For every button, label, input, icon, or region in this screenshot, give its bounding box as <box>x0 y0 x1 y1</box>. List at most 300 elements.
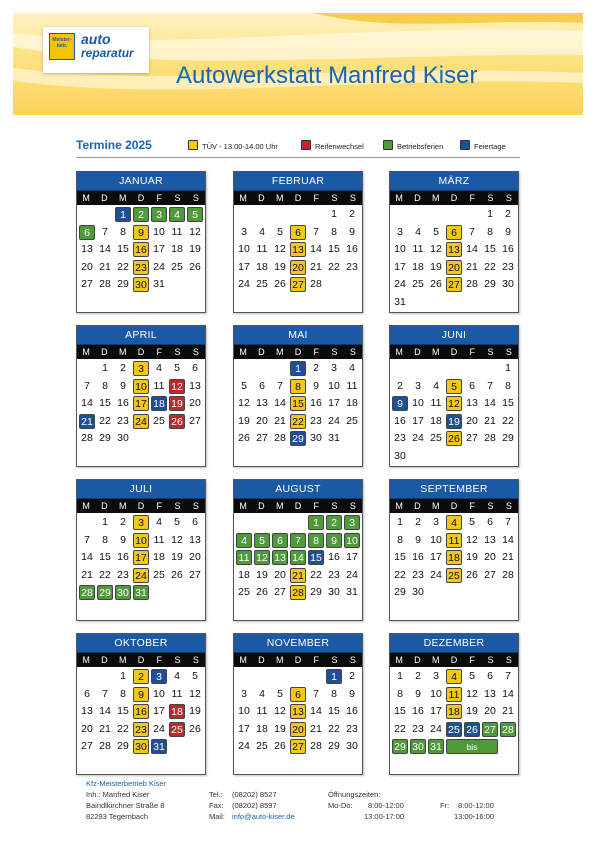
weekday-label: M <box>395 193 403 203</box>
legend-swatch <box>460 140 470 150</box>
weekday-label: F <box>156 655 163 665</box>
day-cell: 19 <box>238 414 250 427</box>
day-cell: 30 <box>412 586 424 598</box>
day-cell-ferien: 12 <box>254 550 270 565</box>
day-cell: 19 <box>466 705 478 717</box>
day-cell: 8 <box>102 533 108 546</box>
day-cell: 5 <box>174 516 180 528</box>
weekday-label: F <box>469 193 476 203</box>
day-cell-feiertag: 25 <box>446 722 462 737</box>
legend-item-reifenwechsel: Reifenwechsel <box>301 140 364 151</box>
day-cell-tuev: 18 <box>446 704 462 719</box>
month-oktober <box>76 633 206 775</box>
day-cell: 8 <box>331 225 337 238</box>
day-cell-ferien: 29 <box>97 585 113 600</box>
month-title: DEZEMBER <box>390 634 518 653</box>
day-cell: 8 <box>397 687 403 700</box>
day-cell-ferien: 28 <box>500 722 516 737</box>
day-cell: 20 <box>484 551 496 563</box>
day-cell: 16 <box>310 397 322 409</box>
day-cell-ferien: 9 <box>326 533 342 548</box>
day-cell: 4 <box>259 225 265 238</box>
day-cell-tuev: 17 <box>133 550 149 565</box>
day-cell: 26 <box>256 586 268 598</box>
weekday-label: M <box>118 655 127 665</box>
day-cell: 10 <box>328 379 340 392</box>
day-cell: 11 <box>171 687 183 700</box>
day-cell: 16 <box>502 243 514 255</box>
day-cell: 30 <box>502 278 514 290</box>
day-cell: 8 <box>331 687 337 700</box>
day-cell: 29 <box>99 432 111 444</box>
day-cell: 1 <box>397 516 403 528</box>
day-cell-tuev: 27 <box>290 739 306 754</box>
day-grid <box>390 513 518 602</box>
day-cell-ferien: 30 <box>115 585 131 600</box>
weekday-label: D <box>101 655 108 665</box>
day-cell: 17 <box>394 260 406 273</box>
day-cell: 23 <box>310 414 322 427</box>
day-cell: 27 <box>81 740 93 752</box>
day-cell: 2 <box>505 208 511 220</box>
day-cell-tuev: 24 <box>133 568 149 583</box>
month-title: JUNI <box>390 326 518 345</box>
day-cell: 30 <box>346 740 358 752</box>
day-cell: 21 <box>310 722 322 735</box>
day-cell: 17 <box>412 414 424 427</box>
day-grid <box>234 205 362 294</box>
month-title: OKTOBER <box>77 634 205 653</box>
weekday-label: F <box>156 347 163 357</box>
day-cell: 15 <box>328 705 340 717</box>
weekday-label: S <box>174 655 181 665</box>
day-cell-ferien: 11 <box>236 550 252 565</box>
day-cell-tuev: 6 <box>290 687 306 702</box>
day-cell: 12 <box>171 533 183 546</box>
weekday-label: S <box>349 501 356 511</box>
day-cell: 17 <box>430 551 442 563</box>
day-cell: 14 <box>99 705 111 717</box>
day-cell: 6 <box>192 516 198 528</box>
day-cell-tuev: 30 <box>133 277 149 292</box>
day-cell: 15 <box>484 243 496 255</box>
day-cell: 26 <box>238 432 250 444</box>
day-cell-tuev: 2 <box>133 669 149 684</box>
weekday-label: S <box>349 347 356 357</box>
weekday-label: M <box>82 501 90 511</box>
day-cell-tuev: 28 <box>290 585 306 600</box>
day-cell-tuev: 4 <box>446 515 462 530</box>
month-august <box>233 479 363 621</box>
weekday-header <box>234 191 362 205</box>
company-name: Kfz-Meisterbetrieb Kiser <box>86 779 167 788</box>
day-cell: 2 <box>313 362 319 374</box>
weekday-label: M <box>239 193 247 203</box>
day-cell-tuev: 12 <box>446 396 462 411</box>
day-cell-ferien: 6 <box>79 225 95 240</box>
weekday-label: M <box>431 655 440 665</box>
weekday-label: S <box>487 501 494 511</box>
weekday-label: S <box>487 193 494 203</box>
day-cell: 18 <box>153 551 165 563</box>
day-cell-ferien: 14 <box>290 550 306 565</box>
day-cell: 21 <box>502 705 514 717</box>
weekday-label: S <box>331 501 338 511</box>
day-cell: 24 <box>430 722 442 735</box>
weekday-label: M <box>118 347 127 357</box>
day-cell: 22 <box>394 568 406 581</box>
weekday-label: D <box>258 501 265 511</box>
weekday-label: M <box>239 501 247 511</box>
empty-cell <box>410 207 426 222</box>
weekday-label: M <box>82 193 90 203</box>
day-cell-tuev: 10 <box>133 533 149 548</box>
weekday-label: D <box>450 501 458 511</box>
day-cell: 7 <box>505 670 511 682</box>
day-cell: 14 <box>81 551 93 563</box>
weekday-label: D <box>258 655 265 665</box>
day-cell: 10 <box>412 397 424 409</box>
weekday-header <box>390 499 518 513</box>
day-cell: 21 <box>99 260 111 273</box>
weekday-label: S <box>174 347 181 357</box>
page-title: Autowerkstatt Manfred Kiser <box>176 62 478 89</box>
day-cell-tuev: 13 <box>290 704 306 719</box>
day-cell: 26 <box>189 260 201 273</box>
day-cell-tuev: 9 <box>133 225 149 240</box>
legend-swatch <box>188 140 198 150</box>
weekday-label: S <box>505 655 512 665</box>
month-november <box>233 633 363 775</box>
day-cell: 16 <box>394 414 406 427</box>
empty-cell <box>272 669 288 684</box>
day-cell: 31 <box>394 295 406 308</box>
weekday-label: D <box>294 347 302 357</box>
empty-cell <box>392 361 408 376</box>
day-cell: 2 <box>120 516 126 528</box>
weekday-label: D <box>137 347 145 357</box>
weekday-label: S <box>505 193 512 203</box>
day-cell: 8 <box>102 379 108 392</box>
day-cell-tuev: 26 <box>446 431 462 446</box>
day-cell-ferien: 3 <box>344 515 360 530</box>
day-cell: 25 <box>346 414 358 427</box>
empty-cell <box>464 361 480 376</box>
month-title: SEPTEMBER <box>390 480 518 499</box>
weekday-label: S <box>349 655 356 665</box>
day-cell: 4 <box>349 362 355 374</box>
day-cell: 13 <box>81 705 93 717</box>
legend-bar <box>76 137 520 157</box>
day-cell: 22 <box>502 414 514 427</box>
day-cell: 9 <box>505 225 511 238</box>
day-cell-feiertag: 1 <box>115 207 131 222</box>
empty-cell <box>97 207 113 222</box>
header-banner <box>13 13 583 115</box>
day-cell: 13 <box>189 533 201 546</box>
day-cell: 20 <box>189 397 201 409</box>
day-cell: 19 <box>256 568 268 581</box>
month-februar <box>233 171 363 313</box>
day-cell: 3 <box>241 225 247 238</box>
weekday-label: S <box>192 501 199 511</box>
weekday-label: S <box>174 193 181 203</box>
day-cell: 5 <box>241 379 247 392</box>
day-cell-ferien: 4 <box>169 207 185 222</box>
weekday-label: M <box>82 655 90 665</box>
day-cell: 24 <box>346 568 358 581</box>
weekday-label: F <box>469 501 476 511</box>
day-cell-feiertag: 15 <box>308 550 324 565</box>
day-grid <box>390 205 518 311</box>
day-cell: 7 <box>469 225 475 238</box>
day-cell: 24 <box>394 278 406 290</box>
empty-cell <box>254 669 270 684</box>
day-cell: 21 <box>466 260 478 273</box>
weekday-label: F <box>469 347 476 357</box>
day-cell: 2 <box>415 670 421 682</box>
day-cell: 14 <box>99 243 111 255</box>
day-cell-feiertag: 31 <box>151 739 167 754</box>
day-cell: 26 <box>189 722 201 735</box>
weekday-label: M <box>275 501 284 511</box>
day-cell: 21 <box>274 414 286 427</box>
day-cell-tuev: 22 <box>290 414 306 429</box>
day-cell: 4 <box>156 516 162 528</box>
day-cell-tuev: 6 <box>290 225 306 240</box>
weekday-label: D <box>258 347 265 357</box>
day-cell: 12 <box>274 243 286 255</box>
day-cell: 10 <box>238 705 250 717</box>
day-grid <box>77 667 205 756</box>
day-cell: 18 <box>256 260 268 273</box>
city: 82293 Tegernbach <box>86 812 148 821</box>
day-cell: 19 <box>430 260 442 273</box>
day-cell: 10 <box>430 533 442 546</box>
empty-cell <box>254 207 270 222</box>
weekday-label: M <box>431 193 440 203</box>
empty-cell <box>482 361 498 376</box>
empty-cell <box>254 361 270 376</box>
day-cell-reifen: 12 <box>169 379 185 394</box>
day-cell-ferien: 2 <box>133 207 149 222</box>
day-cell: 5 <box>277 687 283 700</box>
day-cell-tuev: 13 <box>446 242 462 257</box>
day-cell: 10 <box>394 243 406 255</box>
day-cell: 23 <box>117 414 129 427</box>
day-cell-tuev: 27 <box>290 277 306 292</box>
day-cell-tuev: 24 <box>133 414 149 429</box>
day-cell-tuev: 18 <box>446 550 462 565</box>
day-cell: 20 <box>484 705 496 717</box>
day-cell-ferien: 13 <box>272 550 288 565</box>
day-cell-tuev: 23 <box>133 260 149 275</box>
day-cell: 30 <box>310 432 322 444</box>
day-cell: 28 <box>99 740 111 752</box>
day-cell: 10 <box>238 243 250 255</box>
day-cell: 28 <box>484 432 496 444</box>
weekday-label: M <box>395 655 403 665</box>
weekday-label: S <box>349 193 356 203</box>
day-cell: 22 <box>117 260 129 273</box>
day-cell: 22 <box>99 414 111 427</box>
day-cell: 12 <box>466 533 478 546</box>
day-cell: 11 <box>256 243 268 255</box>
empty-cell <box>308 669 324 684</box>
day-cell: 26 <box>274 740 286 752</box>
day-cell: 16 <box>117 551 129 563</box>
day-cell: 5 <box>192 670 198 682</box>
weekday-header <box>77 499 205 513</box>
day-cell-tuev: 11 <box>446 533 462 548</box>
day-cell: 25 <box>412 278 424 290</box>
weekday-label: M <box>275 193 284 203</box>
day-cell: 3 <box>397 225 403 238</box>
weekday-label: F <box>156 193 163 203</box>
day-grid <box>77 205 205 294</box>
day-cell: 9 <box>415 687 421 700</box>
day-cell: 7 <box>102 687 108 700</box>
day-cell: 27 <box>81 278 93 290</box>
empty-cell <box>290 669 306 684</box>
day-cell: 22 <box>117 722 129 735</box>
day-cell-ferien: 1 <box>308 515 324 530</box>
day-cell-reifen: 26 <box>169 414 185 429</box>
day-cell: 26 <box>466 568 478 581</box>
day-cell: 2 <box>397 379 403 392</box>
empty-cell <box>236 361 252 376</box>
day-cell: 21 <box>81 568 93 581</box>
day-cell: 15 <box>328 243 340 255</box>
weekday-label: M <box>275 655 284 665</box>
day-cell-tuev: 25 <box>446 568 462 583</box>
day-cell: 28 <box>310 740 322 752</box>
email-link[interactable]: info@auto-kiser.de <box>232 812 295 821</box>
day-cell: 13 <box>484 533 496 546</box>
day-cell: 18 <box>238 568 250 581</box>
weekday-label: S <box>331 655 338 665</box>
empty-cell <box>464 207 480 222</box>
calendar-title: Termine 2025 <box>76 138 152 152</box>
weekday-header <box>77 191 205 205</box>
day-cell: 19 <box>171 551 183 563</box>
day-grid <box>234 359 362 448</box>
day-cell: 7 <box>84 379 90 392</box>
day-cell: 4 <box>433 379 439 392</box>
holiday-continuation-label: bis 06.01.2026 <box>446 739 498 754</box>
day-cell: 2 <box>349 670 355 682</box>
day-cell: 5 <box>277 225 283 238</box>
day-cell: 23 <box>346 260 358 273</box>
weekday-label: D <box>137 193 145 203</box>
day-cell: 27 <box>274 586 286 598</box>
day-cell: 18 <box>256 722 268 735</box>
divider <box>76 157 520 158</box>
weekday-label: M <box>239 347 247 357</box>
weekday-header <box>390 191 518 205</box>
empty-cell <box>446 361 462 376</box>
legend-item-tuev: TÜV - 13.00-14.00 Uhr <box>188 140 278 151</box>
day-cell-feiertag: 9 <box>392 396 408 411</box>
weekday-label: D <box>294 193 302 203</box>
day-cell: 17 <box>153 243 165 255</box>
day-cell: 1 <box>487 208 493 220</box>
day-cell: 14 <box>484 397 496 409</box>
day-cell: 25 <box>171 260 183 273</box>
day-cell: 5 <box>469 670 475 682</box>
day-cell: 16 <box>328 551 340 563</box>
day-cell: 13 <box>484 687 496 700</box>
month-mai <box>233 325 363 467</box>
day-cell: 3 <box>241 687 247 700</box>
day-cell: 18 <box>430 414 442 427</box>
day-cell: 16 <box>117 397 129 409</box>
weekday-label: M <box>395 501 403 511</box>
day-cell: 27 <box>256 432 268 444</box>
weekday-label: F <box>313 655 320 665</box>
footer-contact: Tel.: (08202) 8527 Fax: (08202) 8597 Mail: info@auto-kiser.de <box>209 790 295 821</box>
day-cell: 11 <box>430 397 442 409</box>
day-cell: 1 <box>102 362 108 374</box>
day-cell: 8 <box>397 533 403 546</box>
day-cell: 15 <box>394 705 406 717</box>
day-cell-feiertag: 3 <box>151 669 167 684</box>
weekday-label: S <box>331 193 338 203</box>
day-cell: 12 <box>189 225 201 238</box>
empty-cell <box>236 669 252 684</box>
day-cell-tuev: 16 <box>133 704 149 719</box>
weekday-header <box>77 345 205 359</box>
day-cell: 7 <box>102 225 108 238</box>
day-cell-feiertag: 1 <box>326 669 342 684</box>
day-cell: 12 <box>466 687 478 700</box>
month-title: FEBRUAR <box>234 172 362 191</box>
day-cell: 17 <box>328 397 340 409</box>
day-cell: 19 <box>189 243 201 255</box>
day-cell: 11 <box>412 243 424 255</box>
day-cell-tuev: 10 <box>133 379 149 394</box>
empty-cell <box>290 207 306 222</box>
empty-cell <box>428 361 444 376</box>
weekday-label: F <box>313 193 320 203</box>
day-cell: 30 <box>394 449 406 462</box>
empty-cell <box>410 361 426 376</box>
day-cell: 12 <box>274 705 286 717</box>
day-cell: 7 <box>487 379 493 392</box>
month-januar <box>76 171 206 313</box>
day-cell: 12 <box>430 243 442 255</box>
empty-cell <box>392 207 408 222</box>
day-cell: 5 <box>469 516 475 528</box>
day-cell: 10 <box>430 687 442 700</box>
logo-text-line2: reparatur <box>81 46 134 60</box>
day-cell: 23 <box>117 568 129 581</box>
day-cell: 30 <box>117 432 129 444</box>
day-cell-tuev: 13 <box>290 242 306 257</box>
day-cell: 30 <box>328 586 340 598</box>
day-cell: 4 <box>259 687 265 700</box>
weekday-header <box>234 499 362 513</box>
day-cell: 7 <box>84 533 90 546</box>
month-juni <box>389 325 519 467</box>
weekday-label: F <box>313 501 320 511</box>
day-cell: 6 <box>192 362 198 374</box>
day-cell: 11 <box>346 379 358 392</box>
weekday-label: D <box>101 193 108 203</box>
day-cell: 9 <box>120 533 126 546</box>
day-cell: 25 <box>238 586 250 598</box>
day-cell-tuev: 16 <box>133 242 149 257</box>
